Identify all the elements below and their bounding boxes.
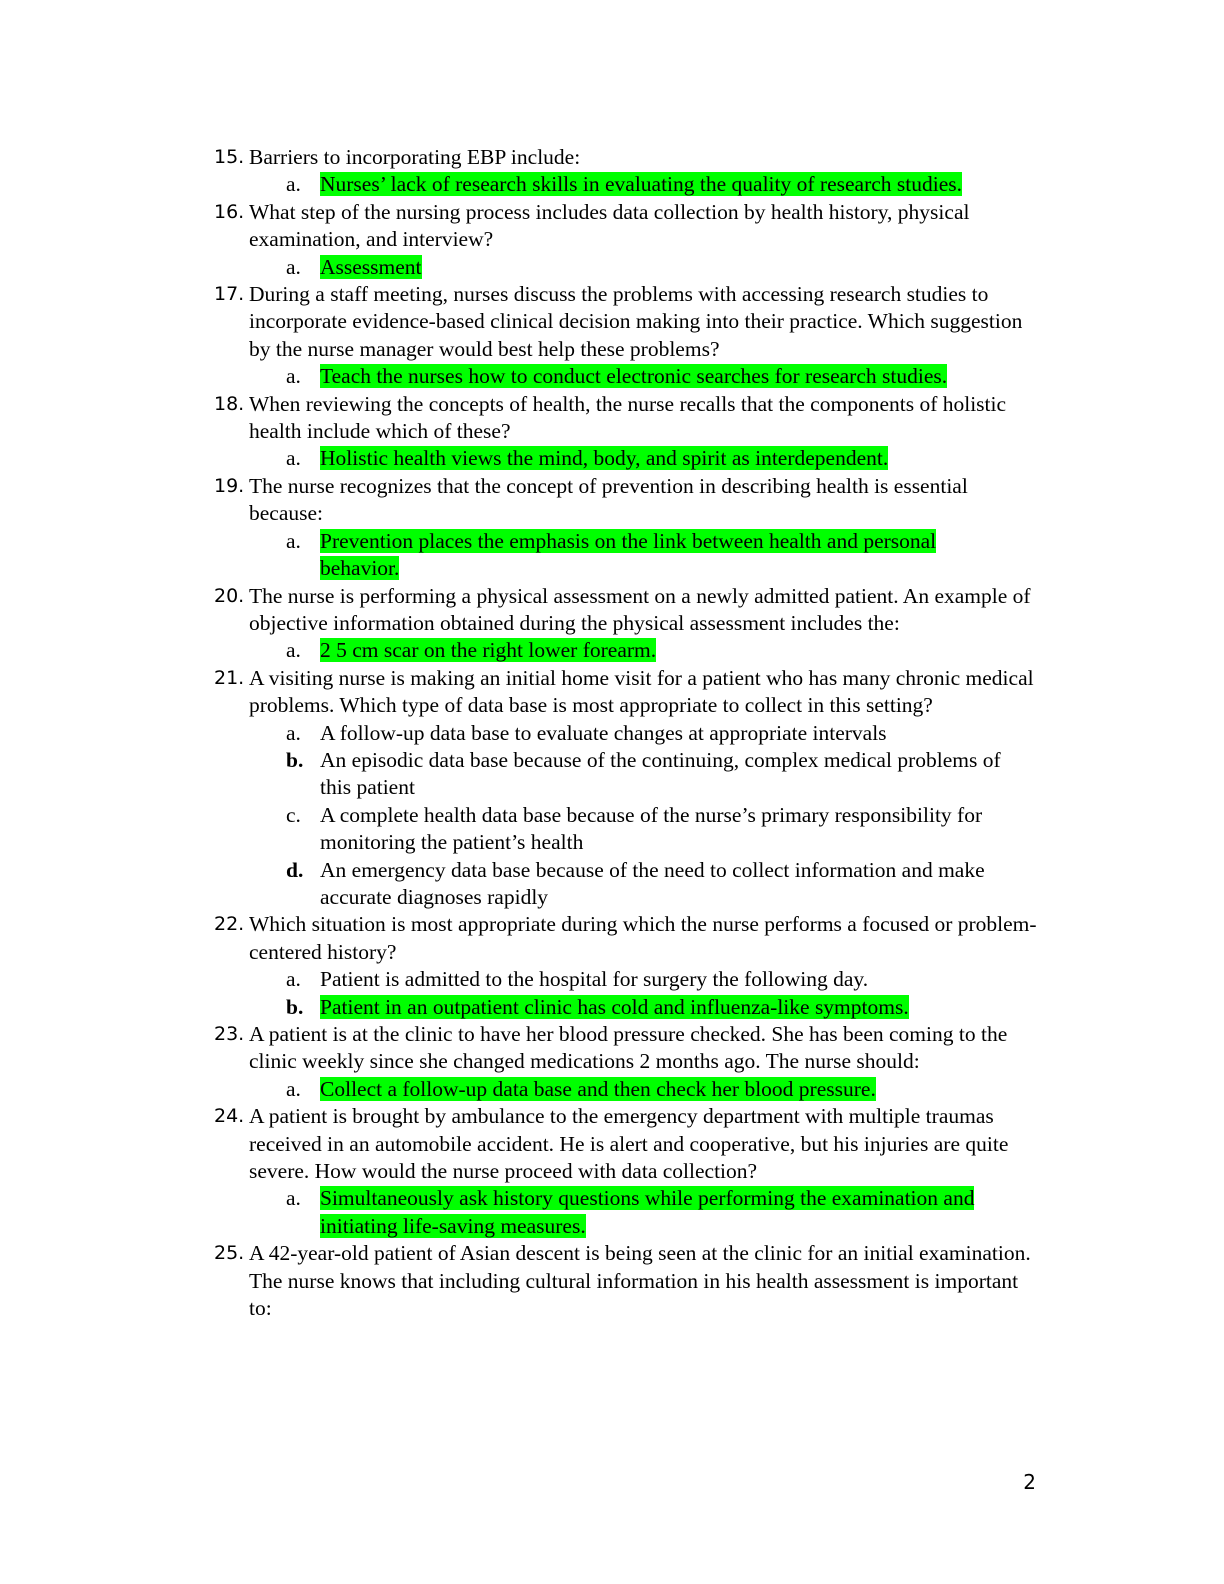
question [214, 144, 1044, 171]
answer-text-wrap [320, 363, 1020, 390]
answer-list [214, 1076, 1044, 1103]
answer-option [214, 857, 1044, 912]
question-text: The nurse recognizes that the concept of prevention in describing health is essential because: [249, 473, 968, 526]
question-block [214, 583, 1044, 665]
question-number: 15. [214, 146, 245, 168]
answer-text: Prevention places the emphasis on the link between health and personal behavior. [320, 528, 937, 581]
answer-text-wrap [320, 857, 1020, 912]
answer-option-highlighted [214, 994, 1044, 1021]
answer-letter: a. [286, 528, 301, 553]
answer-letter: b. [286, 994, 304, 1019]
question-number: 17. [214, 283, 245, 306]
answer-text-wrap [320, 445, 1020, 472]
question-block [214, 144, 1044, 199]
question-text: A patient is brought by ambulance to the emergency department with multiple traumas received in an automobile accident. He is alert and cooperative, but his injuries are quite severe. How would the nurse proceed with data collection? [249, 1104, 1009, 1184]
question-number: 20. [214, 584, 245, 607]
question-block [214, 1240, 1044, 1322]
question-number: 18. [214, 392, 245, 415]
question-number: 16. [214, 200, 245, 223]
answer-text-wrap [320, 720, 1020, 747]
question [214, 1021, 1044, 1076]
answer-text-wrap [320, 528, 1020, 583]
answer-text: A follow-up data base to evaluate changes at appropriate intervals [320, 720, 887, 745]
answer-letter: c. [286, 802, 301, 827]
answer-list [214, 445, 1044, 472]
answer-text: Assessment [320, 254, 422, 279]
question [214, 281, 1044, 363]
answer-text: Teach the nurses how to conduct electronic searches for research studies. [320, 364, 948, 389]
answer-list [214, 720, 1044, 912]
question-block [214, 1021, 1044, 1103]
answer-list [214, 363, 1044, 390]
question-text: Which situation is most appropriate during which the nurse performs a focused or problem-centered history? [249, 912, 1037, 964]
question-block [214, 199, 1044, 281]
answer-text: An episodic data base because of the continuing, complex medical problems of this patient [320, 747, 1001, 800]
answer-text-wrap [320, 966, 1020, 993]
question-text: The nurse is performing a physical assessment on a newly admitted patient. An example of objective information obtained during the physical assessment includes the: [249, 583, 1031, 635]
answer-letter: a. [286, 172, 301, 197]
answer-text: Patient is admitted to the hospital for surgery the following day. [320, 967, 869, 992]
question [214, 583, 1044, 638]
question-text: Barriers to incorporating EBP include: [249, 145, 581, 169]
question-block [214, 473, 1044, 583]
answer-text: A complete health data base because of the nurse’s primary responsibility for monitoring the patient’s health [320, 802, 983, 855]
answer-list [214, 966, 1044, 1021]
question [214, 665, 1044, 720]
answer-option-highlighted [214, 1185, 1044, 1240]
question-text: During a staff meeting, nurses discuss the problems with accessing research studies to incorporate evidence-based clinical decision making into their practice. Which suggestion by the nurse manager would best help these problems? [249, 282, 1023, 361]
question-number: 25. [214, 1242, 245, 1265]
question-block [214, 281, 1044, 391]
answer-letter: b. [286, 747, 304, 772]
answer-letter: a. [286, 254, 301, 279]
answer-text: Simultaneously ask history questions while performing the examination and initiating life-saving measures. [320, 1186, 975, 1238]
question-number: 22. [214, 913, 245, 936]
answer-text-wrap [320, 747, 1020, 802]
answer-letter: a. [286, 1076, 301, 1101]
answer-text: Nurses’ lack of research skills in evaluating the quality of research studies. [320, 172, 962, 197]
answer-option-highlighted [214, 445, 1044, 472]
answer-text: Patient in an outpatient clinic has cold and influenza-like symptoms. [320, 994, 909, 1019]
answer-letter: a. [286, 638, 301, 663]
question-text: What step of the nursing process includes data collection by health history, physical examination, and interview? [249, 199, 970, 252]
answer-letter: a. [286, 967, 301, 992]
answer-text-wrap [320, 637, 1020, 664]
answer-text-wrap [320, 994, 1020, 1021]
answer-letter: d. [286, 857, 304, 882]
answer-option [214, 747, 1044, 802]
question-text: A 42-year-old patient of Asian descent is being seen at the clinic for an initial examination. The nurse knows that including cultural information in his health assessment is important to: [249, 1241, 1031, 1321]
answer-list [214, 1185, 1044, 1240]
answer-option-highlighted [214, 254, 1044, 281]
answer-text: Holistic health views the mind, body, and spirit as interdependent. [320, 446, 889, 471]
answer-option-highlighted [214, 528, 1044, 583]
question-number: 24. [214, 1105, 245, 1128]
answer-text-wrap [320, 1076, 1020, 1103]
question [214, 1103, 1044, 1185]
answer-option-highlighted [214, 363, 1044, 390]
answer-text: An emergency data base because of the need to collect information and make accurate diagnoses rapidly [320, 857, 985, 909]
question [214, 473, 1044, 528]
answer-option [214, 802, 1044, 857]
answer-letter: a. [286, 446, 301, 471]
answer-text-wrap [320, 1185, 1020, 1240]
question-block [214, 911, 1044, 1021]
answer-text-wrap [320, 802, 1020, 857]
answer-text: Collect a follow-up data base and then check her blood pressure. [320, 1076, 876, 1101]
question-text: A visiting nurse is making an initial home visit for a patient who has many chronic medical problems. Which type of data base is most appropriate to collect in this setting? [249, 665, 1034, 718]
answer-list [214, 171, 1044, 198]
answer-list [214, 637, 1044, 664]
answer-list [214, 254, 1044, 281]
question-block [214, 665, 1044, 912]
answer-text-wrap [320, 171, 1020, 198]
answer-option [214, 966, 1044, 993]
answer-option-highlighted [214, 171, 1044, 198]
answer-list [214, 528, 1044, 583]
question-number: 21. [214, 666, 245, 689]
answer-text: 2 5 cm scar on the right lower forearm. [320, 638, 657, 663]
question [214, 1240, 1044, 1322]
page-number: 2 [1023, 1470, 1036, 1494]
answer-option-highlighted [214, 637, 1044, 664]
question-text: When reviewing the concepts of health, the nurse recalls that the components of holistic health include which of these? [249, 391, 1007, 444]
answer-option [214, 720, 1044, 747]
question-list [214, 144, 1044, 1322]
question-number: 19. [214, 474, 245, 497]
answer-text-wrap [320, 254, 1020, 281]
question [214, 199, 1044, 254]
answer-letter: a. [286, 364, 301, 389]
answer-option-highlighted [214, 1076, 1044, 1103]
question-text: A patient is at the clinic to have her blood pressure checked. She has been coming to the clinic weekly since she changed medications 2 months ago. The nurse should: [249, 1022, 1008, 1074]
question-block [214, 391, 1044, 473]
question-block [214, 1103, 1044, 1240]
answer-letter: a. [286, 720, 301, 745]
question [214, 911, 1044, 966]
answer-letter: a. [286, 1186, 301, 1211]
question-number: 23. [214, 1023, 245, 1045]
question [214, 391, 1044, 446]
